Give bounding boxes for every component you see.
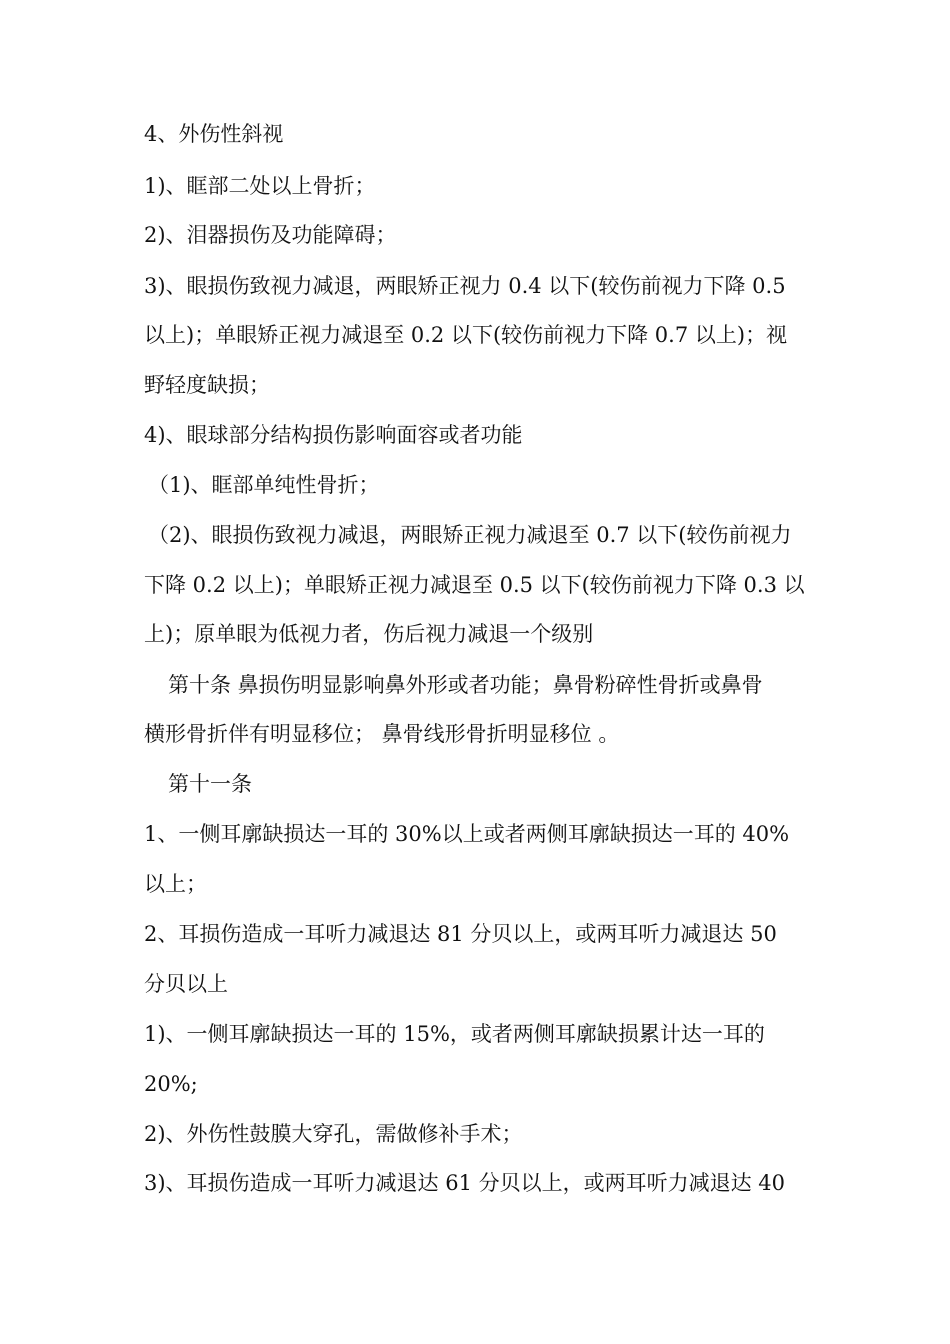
text-line: 20%; xyxy=(144,1072,198,1096)
text-line: （2)、眼损伤致视力减退，两眼矫正视力减退至 0.7 以下(较伤前视力 xyxy=(148,523,792,547)
text-line: 野轻度缺损； xyxy=(144,373,270,397)
text-line: 4、外伤性斜视 xyxy=(144,122,284,146)
text-line: 横形骨折伴有明显移位； 鼻骨线形骨折明显移位 。 xyxy=(144,722,620,746)
text-line: 分贝以上 xyxy=(144,972,228,996)
text-line: 2、耳损伤造成一耳听力减退达 81 分贝以上，或两耳听力减退达 50 xyxy=(144,922,777,946)
text-line: 以上)；单眼矫正视力减退至 0.2 以下(较伤前视力下降 0.7 以上)；视 xyxy=(144,323,788,347)
text-line: 以上； xyxy=(144,872,207,896)
text-line: 1)、眶部二处以上骨折； xyxy=(144,174,376,198)
text-line: 3)、耳损伤造成一耳听力减退达 61 分贝以上，或两耳听力减退达 40 xyxy=(144,1171,786,1195)
text-line: 3)、眼损伤致视力减退，两眼矫正视力 0.4 以下(较伤前视力下降 0.5 xyxy=(144,274,786,298)
text-line: 上)；原单眼为低视力者，伤后视力减退一个级别 xyxy=(144,622,594,646)
section-heading: 第十一条 xyxy=(168,772,252,796)
text-line: 2)、泪器损伤及功能障碍； xyxy=(144,223,397,247)
text-line: （1)、眶部单纯性骨折； xyxy=(148,473,380,497)
text-line: 4)、眼球部分结构损伤影响面容或者功能 xyxy=(144,423,523,447)
text-line: 1、一侧耳廓缺损达一耳的 30%以上或者两侧耳廓缺损达一耳的 40% xyxy=(144,822,790,846)
text-line: 2)、外伤性鼓膜大穿孔，需做修补手术； xyxy=(144,1122,523,1146)
text-line: 第十条 鼻损伤明显影响鼻外形或者功能；鼻骨粉碎性骨折或鼻骨 xyxy=(168,673,763,697)
text-line: 1)、一侧耳廓缺损达一耳的 15%，或者两侧耳廓缺损累计达一耳的 xyxy=(144,1022,765,1046)
text-line: 下降 0.2 以上)；单眼矫正视力减退至 0.5 以下(较伤前视力下降 0.3 以 xyxy=(144,573,805,597)
